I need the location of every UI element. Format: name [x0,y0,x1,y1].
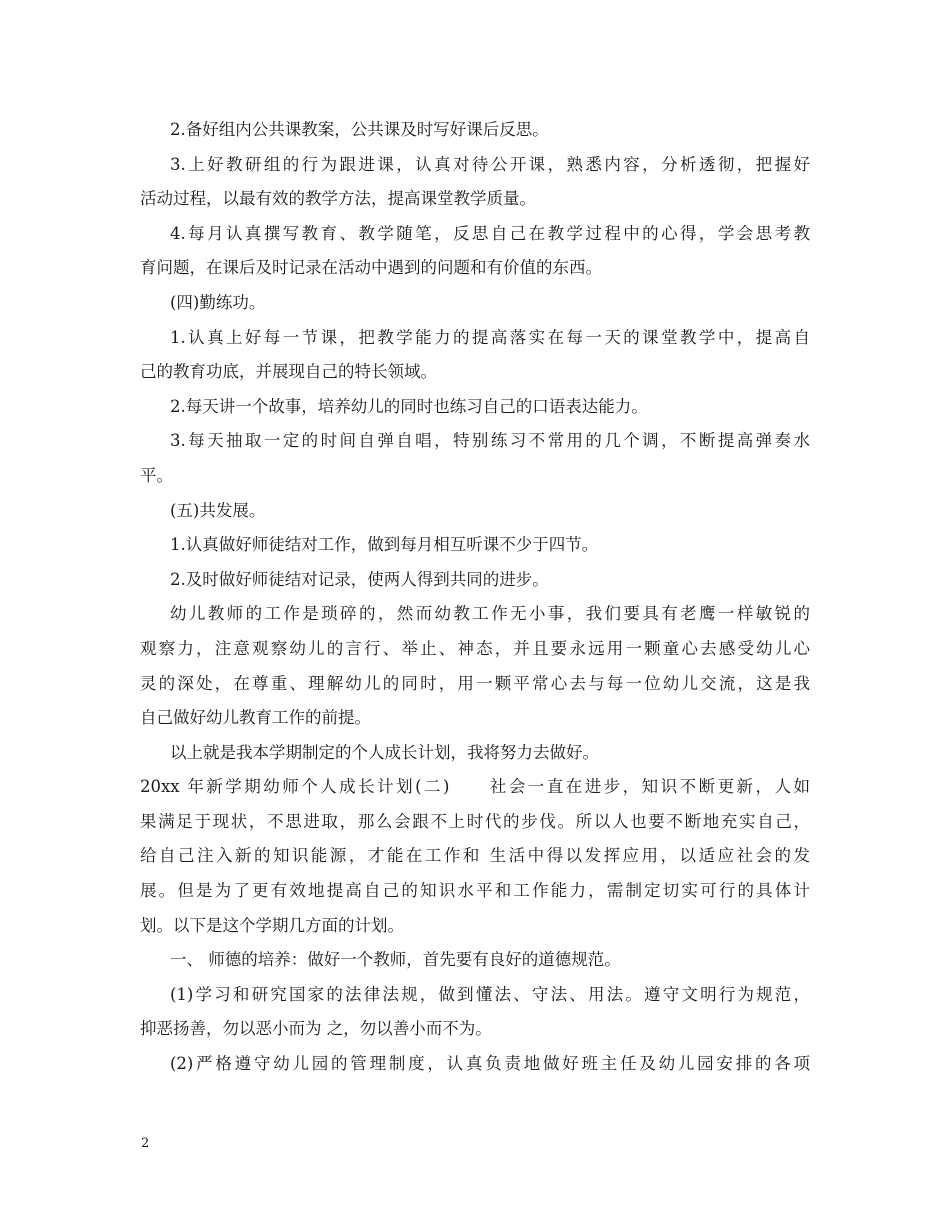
paragraph-line: 抑恶扬善，勿以恶小而为 之，勿以善小而不为。 [140,1019,492,1039]
paragraph-line: 果满足于现状，不思进取，那么会跟不上时代的步伐。所以人也要不断地充实自己， [140,811,810,831]
paragraph-line: 2.及时做好师徒结对记录，使两人得到共同的进步。 [170,569,549,589]
paragraph-line: 划。以下是这个学期几方面的计划。 [140,915,404,935]
paragraph-line: 观察力，注意观察幼儿的言行、举止、神态，并且要永远用一颗童心去感受幼儿心 [140,638,810,658]
paragraph-line: 4.每月认真撰写教育、教学随笔，反思自己在教学过程中的心得，学会思考教 [170,223,810,243]
paragraph-line: 自己做好幼儿教育工作的前提。 [140,708,371,728]
paragraph-line: 2.每天讲一个故事，培养幼儿的同时也练习自己的口语表达能力。 [170,396,648,416]
paragraph-line: 1.认真上好每一节课，把教学能力的提高落实在每一天的课堂教学中，提高自 [170,327,810,347]
section-heading: (四)勤练功。 [170,292,266,312]
paragraph-line: (1)学习和研究国家的法律法规，做到懂法、守法、用法。遵守文明行为规范， [170,984,810,1004]
paragraph-line: 2.备好组内公共课教案，公共课及时写好课后反思。 [170,120,549,139]
paragraph-line: 3.上好教研组的行为跟进课，认真对待公开课，熟悉内容，分析透彻，把握好 [170,154,810,174]
document-body [140,113,810,1082]
page-number: 2 [141,1136,150,1151]
paragraph-line: 活动过程，以最有效的教学方法，提高课堂教学质量。 [140,189,536,209]
section-heading: 一、 师德的培养：做好一个教师，首先要有良好的道德规范。 [170,950,621,970]
paragraph-line: 1.认真做好师徒结对工作，做到每月相互听课不少于四节。 [170,535,599,555]
paragraph-line: (2)严格遵守幼儿园的管理制度，认真负责地做好班主任及幼儿园安排的各项 [170,1054,810,1074]
section-title-line: 20xx 年新学期幼师个人成长计划(二) 社会一直在进步，知识不断更新，人如 [140,777,810,797]
paragraph-line: 育问题，在课后及时记录在活动中遇到的问题和有价值的东西。 [140,258,602,278]
section-heading: (五)共发展。 [170,500,266,520]
paragraph-line: 平。 [140,465,173,485]
paragraph-line: 以上就是我本学期制定的个人成长计划，我将努力去做好。 [170,742,599,762]
paragraph-line: 3.每天抽取一定的时间自弹自唱，特别练习不常用的几个调，不断提高弹奏水 [170,431,810,451]
paragraph-line: 给自己注入新的知识能源，才能在工作和 生活中得以发挥应用，以适应社会的发 [140,846,810,866]
paragraph-line: 展。但是为了更有效地提高自己的知识水平和工作能力，需制定切实可行的具体计 [140,881,810,901]
paragraph-line: 己的教育功底，并展现自己的特长领域。 [140,362,437,382]
paragraph-line: 灵的深处，在尊重、理解幼儿的同时，用一颗平常心去与每一位幼儿交流，这是我 [140,673,810,693]
paragraph-line: 幼儿教师的工作是琐碎的，然而幼教工作无小事，我们要具有老鹰一样敏锐的 [170,604,810,624]
